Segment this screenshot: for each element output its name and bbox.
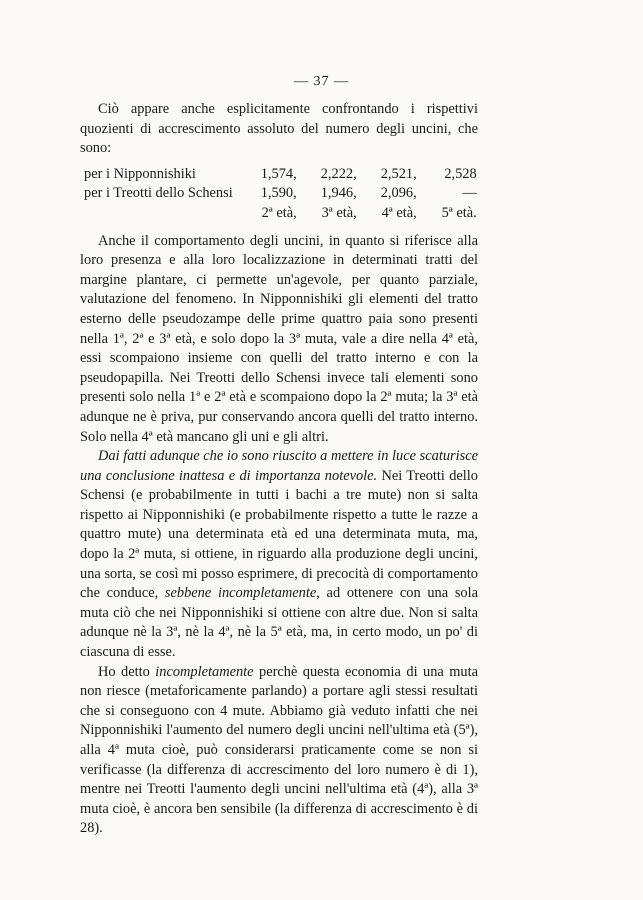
table-cell: — — [462, 185, 477, 202]
paragraph-text: Ho detto — [98, 663, 156, 680]
table-row — [84, 184, 477, 204]
table-row — [84, 165, 477, 185]
italic-phrase: sebbene incompletamente — [164, 585, 317, 602]
table-cell: 2,528 — [444, 165, 477, 182]
age-header: 2ª età, — [261, 204, 297, 221]
italic-lead: Dai fatti adunque che io sono riuscito a mettere in luce scaturisce una conclusione inattesa e di importanza notevole. — [80, 448, 478, 484]
paragraph-uncini: Anche il comportamento degli uncini, in quanto si riferisce alla loro presenza e alla loro localizzazione in determinati tratti del margine plantare, ci permette un'agevole, per quanto parziale, valutazione del fenomeno. In Nipponnishiki gli elementi del tratto esterno delle pseudozampe delle prime quattro paia sono presenti nella 1ª, 2ª e 3ª età, e solo dopo la 3ª muta, vale a dire nella 4ª età, essi scompaiono insieme con quelli del tratto interno e con la pseudopapilla. Nei Treotti dello Schensi invece tali elementi sono presenti solo nella 1ª e 2ª età e scompaiono dopo la 2ª muta; la 3ª età adunque ne è priva, pur conservando ancora quelli del tratto interno. Solo nella 4ª età mancano gli uni e gli altri. — [80, 232, 478, 445]
age-header: 5ª età. — [441, 204, 477, 221]
table-cell: 1,946, — [320, 185, 357, 202]
table-cell: 2,222, — [320, 165, 357, 182]
table-cell: 1,574, — [260, 165, 297, 182]
quotients-table — [84, 165, 477, 224]
paragraph-economia — [80, 663, 478, 839]
paragraph-text: perchè questa economia di una muta non riesce (metaforicamente parlando) a portare agli stessi resultati che si conseguono con 4 mute. Abbiamo già veduto infatti che nei Nipponnishiki l'aumento del numero degli uncini nell'ultima età (5ª), alla 4ª muta cioè, può considerarsi praticamente come se non si verificasse (la differenza di accrescimento del loro numero è di 1), mentre nei Treotti l'aumento degli uncini nell'ultima età (4ª), alla 3ª muta cioè, è ancora ben sensibile (la differenza di accrescimento è di 28). — [80, 663, 478, 837]
intro-paragraph: Ciò appare anche esplicitamente confrontando i rispettivi quozienti di accrescimento assoluto del numero degli uncini, che sono: — [80, 101, 478, 157]
table-cell: 2,096, — [380, 185, 417, 202]
page-number: — 37 — — [294, 74, 349, 89]
paragraph-text: , ad ottenere con una sola muta ciò che nei Nipponnishiki si ottiene con altre due. Non si salta adunque nè la 3ª, nè la 4ª, nè la 5ª età, ma, in certo modo, un po' di ciascuna di esse. — [80, 585, 479, 661]
italic-word: incompletamente — [155, 663, 254, 680]
table-row — [84, 204, 477, 224]
age-header: 3ª età, — [321, 204, 357, 221]
table-cell: 1,590, — [260, 185, 297, 202]
row-label: per i Nipponnishiki — [84, 165, 196, 182]
paragraph-text: Nei Treotti dello Schensi (e probabilmente in tutti i bachi a tre mute) non si salta rispetto ai Nipponnishiki (e probabilmente rispetto a tutte le razze a quattro mute) una determinata età ed una determinata muta, ma, dopo la 2ª muta, si ottiene, in riguardo alla produzione degli uncini, una sorta, se così mi posso esprimere, di precocità di comportamento che conduce, — [80, 467, 478, 602]
table-cell: 2,521, — [380, 165, 417, 182]
row-label: per i Treotti dello Schensi — [84, 185, 233, 202]
page-body — [80, 100, 478, 839]
paragraph-conclusion — [80, 447, 478, 663]
age-header: 4ª età, — [381, 204, 417, 221]
